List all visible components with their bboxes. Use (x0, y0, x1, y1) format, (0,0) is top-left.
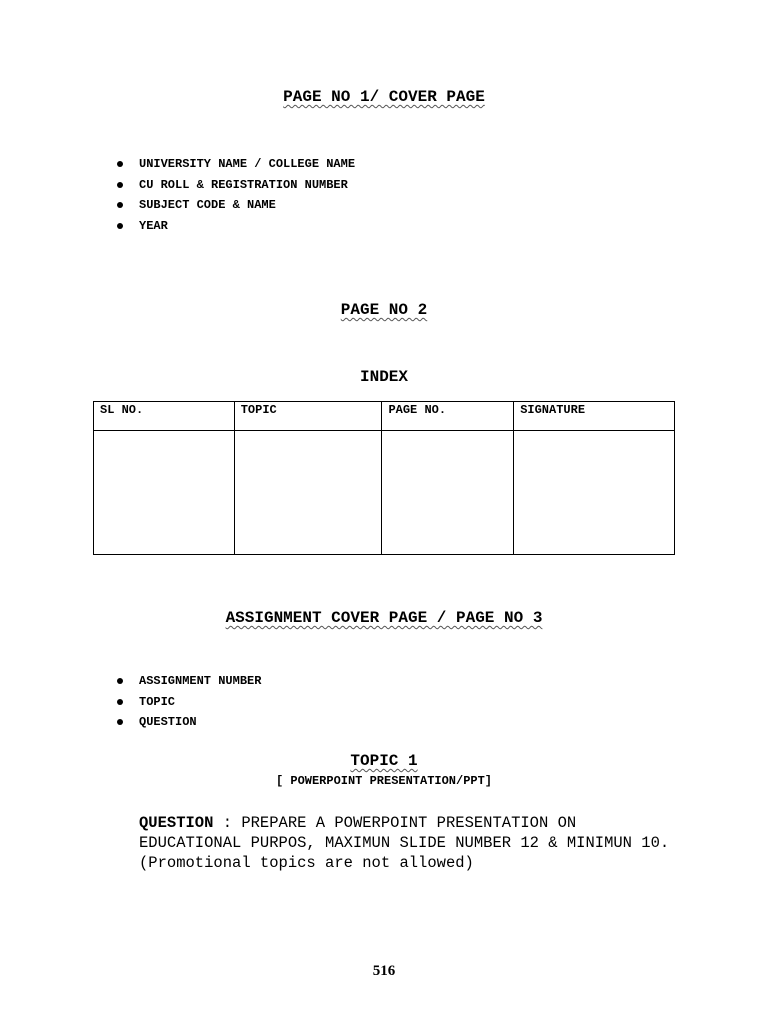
list-item (114, 216, 355, 237)
column-header-sl-no: SL NO. (94, 402, 235, 431)
table-cell-sl-no (94, 431, 235, 555)
bullet-icon (117, 719, 123, 725)
page-2-heading-text: PAGE NO 2 (340, 301, 428, 319)
cover-page-heading-text: PAGE NO 1/ COVER PAGE (283, 88, 485, 106)
question-paragraph (139, 813, 679, 873)
bullet-icon (117, 699, 123, 705)
bullet-icon (117, 182, 123, 188)
index-table (93, 401, 675, 555)
bullet-icon (117, 223, 123, 229)
column-header-signature: SIGNATURE (514, 402, 675, 431)
topic-heading (0, 752, 768, 770)
list-item-text: SUBJECT CODE & NAME (139, 198, 276, 212)
assignment-cover-heading (0, 609, 768, 627)
list-item (114, 195, 355, 216)
list-item (114, 692, 261, 713)
list-item-text: QUESTION (139, 715, 197, 729)
bullet-icon (117, 161, 123, 167)
list-item-text: UNIVERSITY NAME / COLLEGE NAME (139, 157, 356, 171)
cover-page-heading (0, 88, 768, 106)
table-cell-page-no (382, 431, 514, 555)
table-cell-topic (234, 431, 382, 555)
page-2-heading (0, 301, 768, 319)
page-number: 516 (372, 963, 396, 979)
column-header-page-no: PAGE NO. (382, 402, 514, 431)
list-item-text: YEAR (139, 218, 168, 233)
bullet-icon (117, 678, 123, 684)
cover-page-list (114, 154, 355, 236)
list-item (114, 671, 261, 692)
list-item (114, 175, 355, 196)
column-header-topic: TOPIC (234, 402, 382, 431)
list-item (114, 712, 261, 733)
bullet-icon (117, 202, 123, 208)
index-table-header-row (94, 402, 675, 431)
topic-subtitle: [ POWERPOINT PRESENTATION/PPT] (275, 774, 493, 788)
list-item-text: ASSIGNMENT NUMBER (139, 674, 262, 688)
question-text: : PREPARE A POWERPOINT PRESENTATION ON EDUCATIONAL PURPOS, MAXIMUN SLIDE NUMBER 12 & MINIMUN 10.(Promotional topics are not allowed) (139, 814, 670, 872)
question-label: QUESTION (139, 814, 214, 832)
index-heading: INDEX (359, 368, 408, 386)
list-item (114, 154, 355, 175)
assignment-cover-list (114, 671, 261, 733)
table-cell-signature (514, 431, 675, 555)
table-row (94, 431, 675, 555)
topic-heading-text: TOPIC 1 (350, 752, 418, 770)
list-item-text: TOPIC (139, 694, 176, 709)
assignment-cover-heading-text: ASSIGNMENT COVER PAGE / PAGE NO 3 (225, 609, 543, 627)
list-item-text: CU ROLL & REGISTRATION NUMBER (139, 177, 348, 192)
